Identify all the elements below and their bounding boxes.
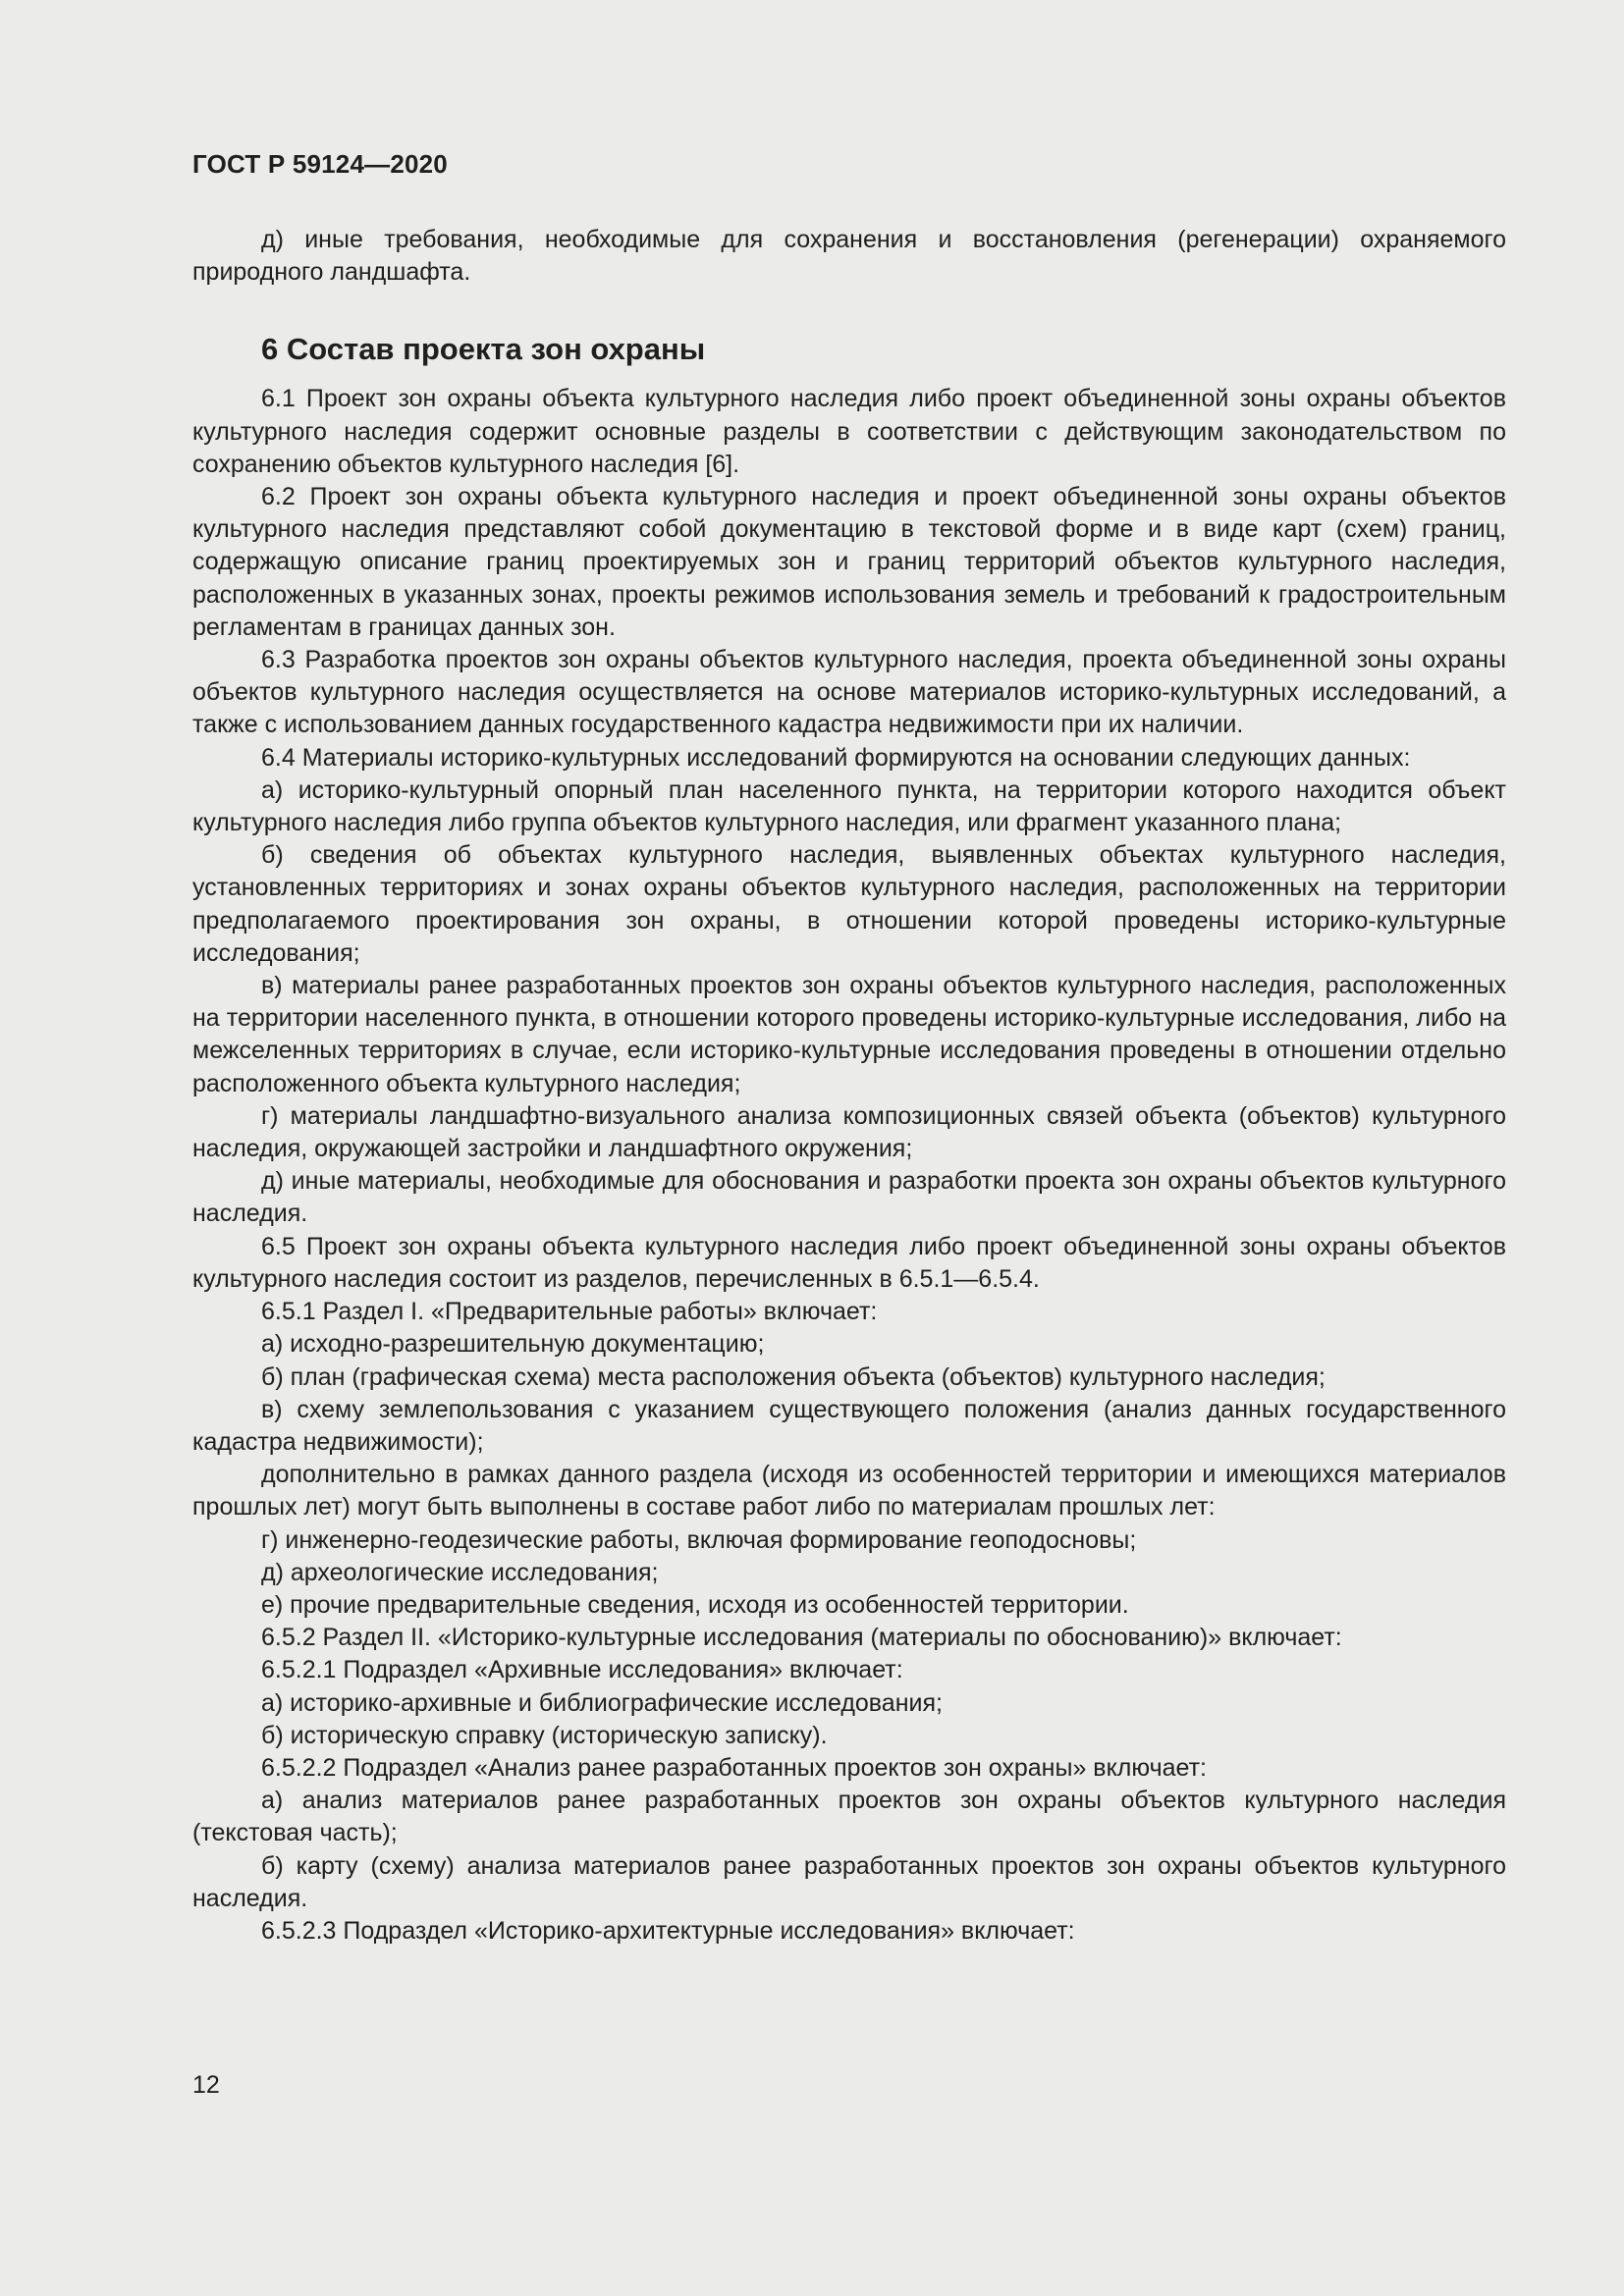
list-item-6-5-2-1-a: а) историко-архивные и библиографические исследования; (261, 1688, 943, 1717)
list-item-6-5-1-d: д) археологические исследования; (261, 1558, 659, 1586)
page-number: 12 (192, 2071, 220, 2099)
list-item-6-4-d: д) иные материалы, необходимые для обоснования и разработки проекта зон охраны объектов культурного наследия. (192, 1167, 1506, 1228)
paragraph-6-1: 6.1 Проект зон охраны объекта культурного наследия либо проект объединенной зоны охраны объектов культурного наследия содержит основные разделы в соответствии с действующим законодательством по сохранению объектов культурного наследия [6]. (192, 385, 1506, 478)
list-item-6-5-2-1-b: б) историческую справку (историческую записку). (261, 1721, 828, 1749)
list-item-6-5-1-v: в) схему землепользования с указанием существующего положения (анализ данных государственного кадастра недвижимости); (192, 1395, 1506, 1456)
paragraph-6-4: 6.4 Материалы историко-культурных исследований формируются на основании следующих данных: (261, 743, 1411, 772)
paragraph-6-5-2: 6.5.2 Раздел II. «Историко-культурные исследования (материалы по обоснованию)» включает: (261, 1624, 1342, 1652)
paragraph-6-5: 6.5 Проект зон охраны объекта культурного наследия либо проект объединенной зоны охраны объектов культурного наследия состоит из разделов, перечисленных в 6.5.1—6.5.4. (192, 1232, 1506, 1293)
paragraph-6-2: 6.2 Проект зон охраны объекта культурного наследия и проект объединенной зоны охраны объектов культурного наследия представляют собой документацию в текстовой форме и в виде карт (схем) границ, содержащую описание границ проектируемых зон и границ территорий объектов культурного наследия, расположенных в указанных зонах, проекты режимов использования земель и требований к градостроительным регламентам в границах данных зон. (192, 483, 1506, 641)
list-item-6-4-v: в) материалы ранее разработанных проектов зон охраны объектов культурного наследия, расположенных на территории населенного пункта, в отношении которого проведены историко-культурные исследования, либо на межселенных территориях в случае, если историко-культурные исследования проведены в отношении отдельно расположенного объекта культурного наследия; (192, 972, 1506, 1097)
paragraph-6-5-2-3: 6.5.2.3 Подраздел «Историко-архитектурные исследования» включает: (261, 1916, 1075, 1945)
paragraph-6-5-2-2: 6.5.2.2 Подраздел «Анализ ранее разработанных проектов зон охраны» включает: (261, 1753, 1207, 1782)
document-page (192, 147, 1506, 1948)
paragraph-6-3: 6.3 Разработка проектов зон охраны объектов культурного наследия, проекта объединенной зоны охраны объектов культурного наследия осуществляется на основе материалов историко-культурных исследований, а также с использованием данных государственного кадастра недвижимости при их наличии. (192, 646, 1506, 739)
list-item-6-5-1-a: а) исходно-разрешительную документацию; (261, 1330, 765, 1359)
paragraph-6-5-1: 6.5.1 Раздел I. «Предварительные работы» включает: (261, 1298, 878, 1326)
list-item-6-5-1-e: е) прочие предварительные сведения, исходя из особенностей территории. (261, 1590, 1129, 1619)
standard-code-header: ГОСТ Р 59124—2020 (192, 149, 448, 179)
list-item-6-5-1-g: г) инженерно-геодезические работы, включая формирование геоподосновы; (261, 1525, 1137, 1554)
list-item-6-5-1-b: б) план (графическая схема) места расположения объекта (объектов) культурного наследия; (261, 1362, 1326, 1391)
section-title: 6 Состав проекта зон охраны (261, 332, 706, 367)
intro-block (192, 224, 1506, 289)
list-item-6-5-2-2-b: б) карту (схему) анализа материалов ранее разработанных проектов зон охраны объектов культурного наследия. (192, 1851, 1506, 1912)
list-item-6-4-g: г) материалы ландшафтно-визуального анализа композиционных связей объекта (объектов) культурного наследия, окружающей застройки и ландшафтного окружения; (192, 1101, 1506, 1163)
list-item-6-5-2-2-a: а) анализ материалов ранее разработанных проектов зон охраны объектов культурного наследия (текстовая часть); (192, 1787, 1506, 1847)
paragraph-6-5-1-additional: дополнительно в рамках данного раздела (исходя из особенностей территории и имеющихся материалов прошлых лет) могут быть выполнены в составе работ либо по материалам прошлых лет: (192, 1461, 1506, 1522)
paragraph-6-5-2-1: 6.5.2.1 Подраздел «Архивные исследования» включает: (261, 1656, 903, 1684)
paragraph-intro-d: д) иные требования, необходимые для сохранения и восстановления (регенерации) охраняемого природного ландшафта. (192, 226, 1506, 287)
list-item-6-4-a: а) историко-культурный опорный план населенного пункта, на территории которого находится объект культурного наследия либо группа объектов культурного наследия, или фрагмент указанного плана; (192, 775, 1506, 837)
section-body (192, 383, 1506, 1948)
list-item-6-4-b: б) сведения об объектах культурного наследия, выявленных объектах культурного наследия, установленных территориях и зонах охраны объектов культурного наследия, расположенных на территории предполагаемого проектирования зон охраны, в отношении которой проведены историко-культурные исследования; (192, 841, 1506, 967)
